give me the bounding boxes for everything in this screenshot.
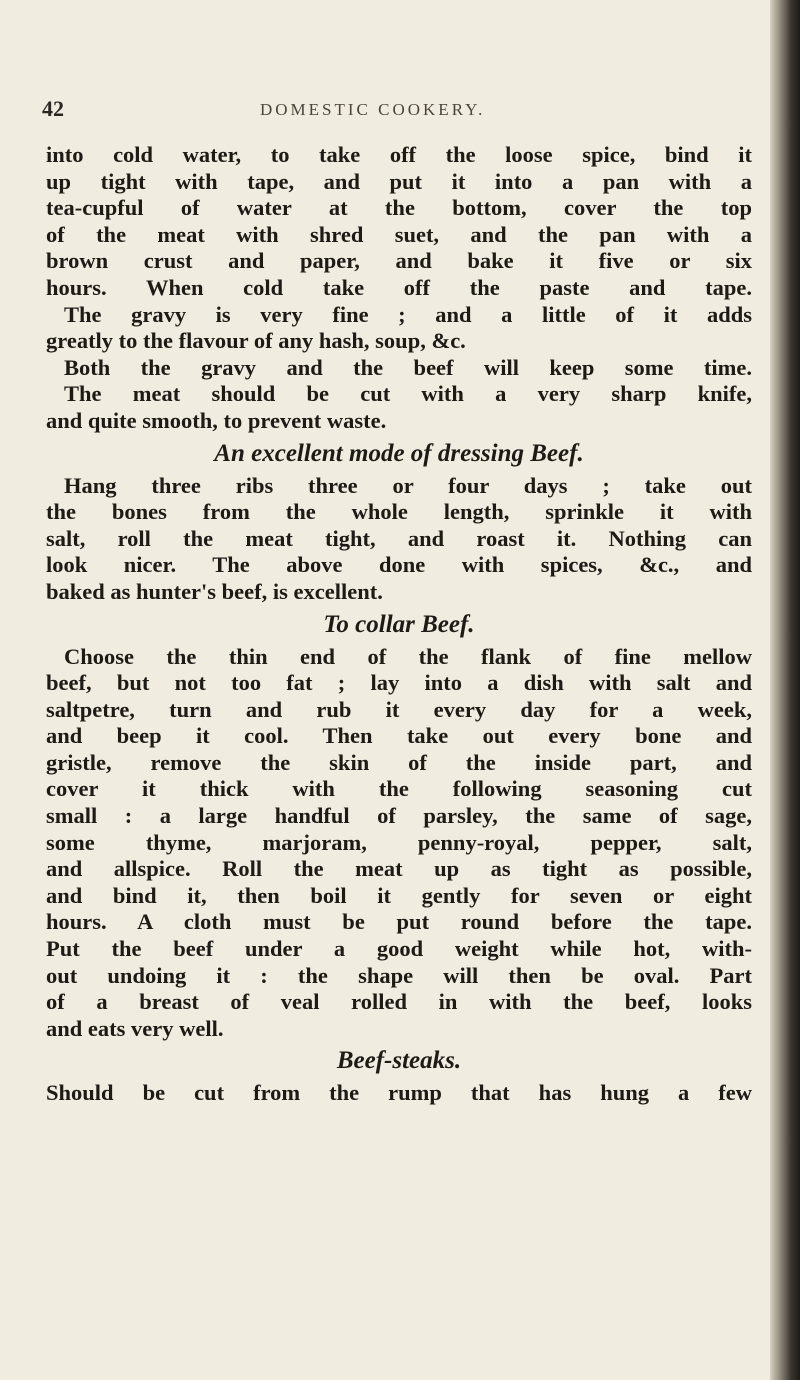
page-number: 42 xyxy=(42,96,64,121)
text-line: look nicer. The above done with spices, &c., and xyxy=(46,552,752,578)
text-line: greatly to the flavour of any hash, soup, &c. xyxy=(46,328,466,354)
text-line: and quite smooth, to prevent waste. xyxy=(46,407,387,433)
section-heading: To collar Beef. xyxy=(323,610,475,638)
text-line: into cold water, to take off the loose spice, bind it xyxy=(46,142,752,167)
text-line: some thyme, marjoram, penny-royal, pepper, salt, xyxy=(46,829,752,855)
text-line: of the meat with shred suet, and the pan with a xyxy=(46,221,752,247)
text-line: cover it thick with the following seasoning cut xyxy=(46,776,752,802)
text-line: out undoing it : the shape will then be oval. Part xyxy=(46,962,752,988)
text-line: gristle, remove the skin of the inside part, and xyxy=(46,749,752,775)
text-line: Hang three ribs three or four days ; take out xyxy=(64,472,752,498)
text-line: and allspice. Roll the meat up as tight as possible, xyxy=(46,856,752,882)
text-line: up tight with tape, and put it into a pan with a xyxy=(46,168,752,194)
text-line: Should be cut from the rump that has hung a few xyxy=(46,1080,752,1106)
text-line: Put the beef under a good weight while hot, with- xyxy=(46,936,752,962)
text-line: small : a large handful of parsley, the same of sage, xyxy=(46,803,752,829)
text-line: hours. When cold take off the paste and tape. xyxy=(46,274,752,300)
text-line: Both the gravy and the beef will keep some time. xyxy=(64,354,752,380)
text-line: beef, but not too fat ; lay into a dish with salt and xyxy=(46,670,752,696)
page-body xyxy=(46,142,752,1107)
text-line: Choose the thin end of the flank of fine mellow xyxy=(64,643,752,669)
page-header xyxy=(42,96,742,126)
text-line: The meat should be cut with a very sharp knife, xyxy=(64,381,752,407)
text-line: and bind it, then boil it gently for seven or eight xyxy=(46,882,752,908)
text-line: saltpetre, turn and rub it every day for a week, xyxy=(46,696,752,722)
text-line: hours. A cloth must be put round before the tape. xyxy=(46,909,752,935)
text-line: salt, roll the meat tight, and roast it. Nothing can xyxy=(46,525,752,551)
text-line: tea-cupful of water at the bottom, cover the top xyxy=(46,195,752,221)
running-head: DOMESTIC COOKERY. xyxy=(260,100,486,119)
section-heading: Beef-steaks. xyxy=(336,1047,462,1075)
section-heading: An excellent mode of dressing Beef. xyxy=(214,439,584,467)
text-line: brown crust and paper, and bake it five or six xyxy=(46,248,752,274)
page-binding-edge xyxy=(770,0,800,1380)
text-line: of a breast of veal rolled in with the beef, looks xyxy=(46,989,752,1015)
text-line: and eats very well. xyxy=(46,1015,224,1041)
text-line: and beep it cool. Then take out every bone and xyxy=(46,723,752,749)
text-line: the bones from the whole length, sprinkle it with xyxy=(46,499,752,525)
text-line: baked as hunter's beef, is excellent. xyxy=(46,578,383,604)
text-line: The gravy is very fine ; and a little of it adds xyxy=(64,301,752,327)
